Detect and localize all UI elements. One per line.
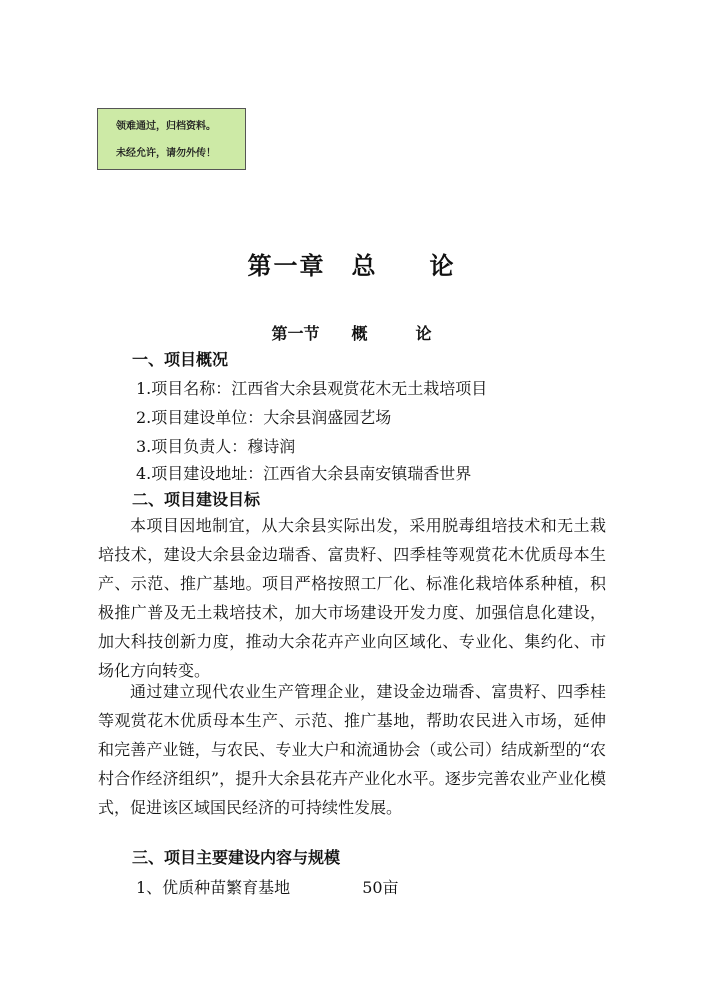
notice-line-1: 领难通过，归档资料。 [116, 121, 216, 132]
construction-item-1-label: 1、优质种苗繁育基地 [136, 878, 291, 897]
overview-item-name: 1.项目名称：江西省大余县观赏花木无土栽培项目 [136, 379, 488, 398]
goals-paragraph-2: 通过建立现代农业生产管理企业，建设金边瑞香、富贵籽、四季桂等观赏花木优质母本生产、示范、推广基地，帮助农民进入市场，延伸和完善产业链，与农民、专业大户和流通协会（或公司）结成新型的“农村合作经济组织”，提升大余县花卉产业化水平。逐步完善农业产业化模式，促进该区域国民经济的可持续性发展。 [98, 682, 606, 817]
construction-item-1-size: 50亩 [362, 878, 399, 897]
goals-paragraph-1: 本项目因地制宜，从大余县实际出发，采用脱毒组培技术和无土栽培技术，建设大余县金边瑞香、富贵籽、四季桂等观赏花木优质母本生产、示范、推广基地。项目严格按照工厂化、标准化栽培体系种植，积极推广普及无土栽培技术，加大市场建设开发力度、加强信息化建设，加大科技创新力度，推动大余花卉产业向区域化、专业化、集约化、市场化方向转变。 [98, 516, 606, 680]
overview-item-unit: 2.项目建设单位：大余县润盛园艺场 [136, 408, 392, 427]
distribution-notice [97, 108, 246, 170]
notice-line-2: 未经允许，请勿外传！ [116, 148, 216, 159]
construction-item-1 [136, 875, 399, 898]
heading-goals: 二、项目建设目标 [132, 490, 261, 509]
heading-construction: 三、项目主要建设内容与规模 [132, 848, 341, 867]
overview-item-leader: 3.项目负责人：穆诗润 [136, 437, 296, 456]
chapter-title: 第一章 总 论 [247, 252, 456, 280]
heading-overview: 一、项目概况 [132, 350, 229, 369]
section-title: 第一节 概 论 [271, 324, 432, 343]
overview-item-address: 4.项目建设地址：江西省大余县南安镇瑞香世界 [136, 464, 472, 483]
